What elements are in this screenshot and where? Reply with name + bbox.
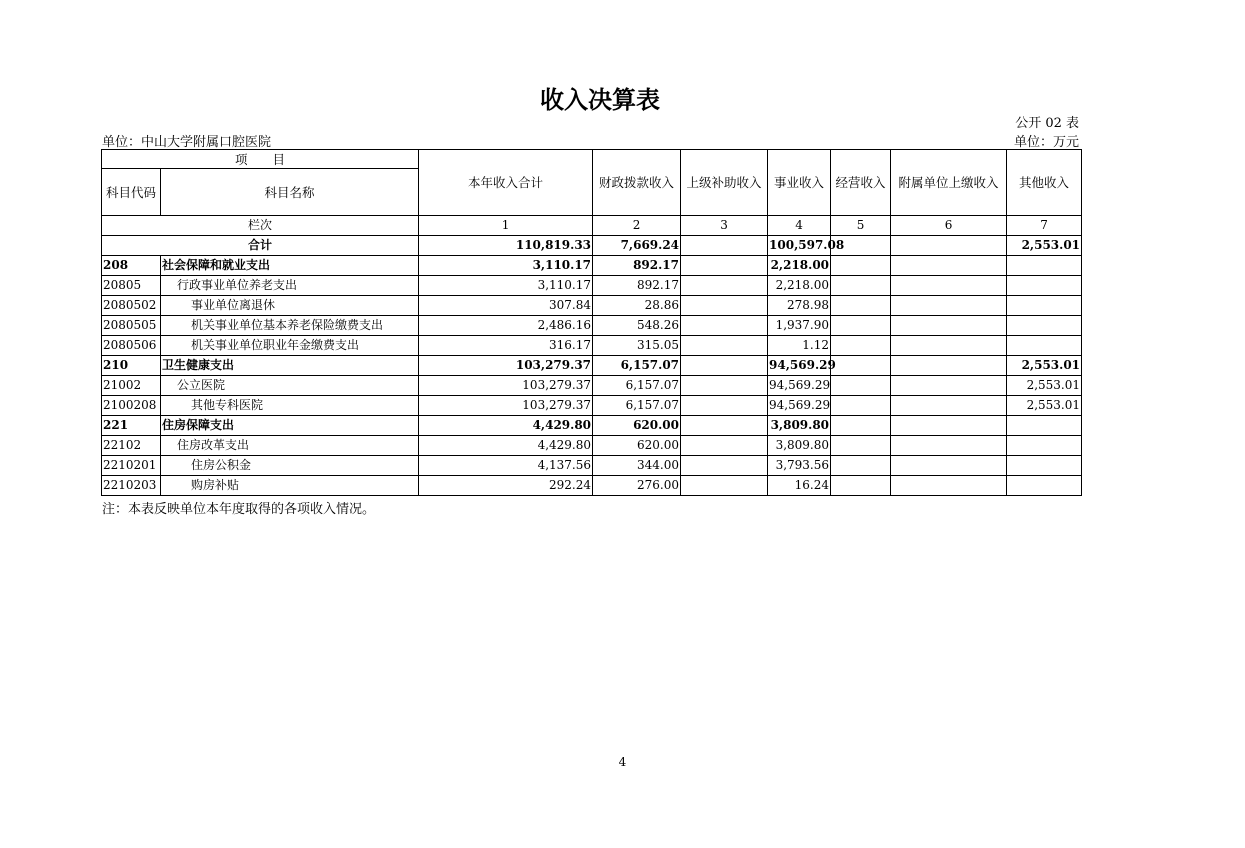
row-total: 4,137.56 (419, 456, 593, 476)
row-name: 住房公积金 (161, 456, 419, 476)
row-business: 94,569.29 (768, 396, 831, 416)
row-operating (831, 336, 891, 356)
row-name: 事业单位离退休 (161, 296, 419, 316)
row-total: 2,486.16 (419, 316, 593, 336)
table-row (102, 256, 1082, 276)
row-superior (681, 316, 768, 336)
row-other: 2,553.01 (1007, 356, 1082, 376)
row-business: 16.24 (768, 476, 831, 496)
row-name: 购房补贴 (161, 476, 419, 496)
row-operating (831, 436, 891, 456)
table-row (102, 436, 1082, 456)
row-name: 机关事业单位基本养老保险缴费支出 (161, 316, 419, 336)
table-row (102, 316, 1082, 336)
row-business: 278.98 (768, 296, 831, 316)
row-name: 行政事业单位养老支出 (161, 276, 419, 296)
row-other (1007, 416, 1082, 436)
row-operating (831, 316, 891, 336)
row-fiscal: 28.86 (593, 296, 681, 316)
header-name: 科目名称 (161, 169, 419, 216)
col-num-1: 1 (419, 216, 593, 236)
form-number: 公开 02 表 (1015, 116, 1079, 131)
row-name: 住房保障支出 (161, 416, 419, 436)
row-business: 3,809.80 (768, 416, 831, 436)
row-superior (681, 256, 768, 276)
table-row (102, 456, 1082, 476)
row-code: 2080506 (102, 336, 161, 356)
row-superior (681, 396, 768, 416)
row-operating (831, 476, 891, 496)
total-row-business: 100,597.08 (768, 236, 831, 256)
col-num-2: 2 (593, 216, 681, 236)
row-operating (831, 376, 891, 396)
row-code: 20805 (102, 276, 161, 296)
row-code: 21002 (102, 376, 161, 396)
row-operating (831, 416, 891, 436)
row-affiliated (891, 396, 1007, 416)
row-superior (681, 416, 768, 436)
row-total: 316.17 (419, 336, 593, 356)
table-row (102, 396, 1082, 416)
header-code: 科目代码 (102, 169, 161, 216)
col-num-5: 5 (831, 216, 891, 236)
row-affiliated (891, 336, 1007, 356)
row-superior (681, 356, 768, 376)
row-fiscal: 6,157.07 (593, 396, 681, 416)
row-business: 3,809.80 (768, 436, 831, 456)
row-code: 2080502 (102, 296, 161, 316)
row-other: 2,553.01 (1007, 396, 1082, 416)
row-fiscal: 344.00 (593, 456, 681, 476)
row-fiscal: 6,157.07 (593, 356, 681, 376)
row-code: 221 (102, 416, 161, 436)
row-fiscal: 892.17 (593, 276, 681, 296)
row-superior (681, 456, 768, 476)
row-name: 机关事业单位职业年金缴费支出 (161, 336, 419, 356)
table-row (102, 416, 1082, 436)
total-row-total: 110,819.33 (419, 236, 593, 256)
row-total: 307.84 (419, 296, 593, 316)
row-other (1007, 336, 1082, 356)
row-name: 住房改革支出 (161, 436, 419, 456)
row-total: 103,279.37 (419, 396, 593, 416)
row-fiscal: 6,157.07 (593, 376, 681, 396)
row-superior (681, 376, 768, 396)
row-operating (831, 456, 891, 476)
row-other (1007, 276, 1082, 296)
row-other (1007, 256, 1082, 276)
row-superior (681, 276, 768, 296)
row-total: 292.24 (419, 476, 593, 496)
total-row-label: 合计 (102, 236, 419, 256)
row-business: 1.12 (768, 336, 831, 356)
table-row (102, 296, 1082, 316)
unit-organization: 单位：中山大学附属口腔医院 (102, 135, 272, 150)
total-row-superior (681, 236, 768, 256)
row-code: 2210201 (102, 456, 161, 476)
page-title: 收入决算表 (540, 86, 660, 114)
table-row (102, 336, 1082, 356)
total-row-fiscal: 7,669.24 (593, 236, 681, 256)
row-fiscal: 276.00 (593, 476, 681, 496)
row-code: 208 (102, 256, 161, 276)
column-row-label: 栏次 (102, 216, 419, 236)
income-table (101, 149, 1082, 496)
table-row (102, 376, 1082, 396)
row-operating (831, 276, 891, 296)
row-other (1007, 316, 1082, 336)
row-total: 103,279.37 (419, 376, 593, 396)
header-business: 事业收入 (768, 150, 831, 216)
unit-currency: 单位：万元 (1013, 135, 1079, 150)
row-code: 2100208 (102, 396, 161, 416)
row-operating (831, 396, 891, 416)
row-other (1007, 456, 1082, 476)
row-superior (681, 436, 768, 456)
row-affiliated (891, 276, 1007, 296)
row-total: 3,110.17 (419, 256, 593, 276)
header-superior: 上级补助收入 (681, 150, 768, 216)
row-total: 103,279.37 (419, 356, 593, 376)
row-superior (681, 336, 768, 356)
row-affiliated (891, 256, 1007, 276)
row-fiscal: 892.17 (593, 256, 681, 276)
row-other (1007, 476, 1082, 496)
table-row (102, 476, 1082, 496)
row-total: 4,429.80 (419, 416, 593, 436)
page-number: 4 (618, 755, 627, 769)
col-num-6: 6 (891, 216, 1007, 236)
row-name: 社会保障和就业支出 (161, 256, 419, 276)
col-num-3: 3 (681, 216, 768, 236)
row-affiliated (891, 476, 1007, 496)
row-total: 3,110.17 (419, 276, 593, 296)
row-business: 1,937.90 (768, 316, 831, 336)
row-business: 2,218.00 (768, 256, 831, 276)
header-total: 本年收入合计 (419, 150, 593, 216)
row-operating (831, 296, 891, 316)
table-row (102, 276, 1082, 296)
row-affiliated (891, 316, 1007, 336)
row-other: 2,553.01 (1007, 376, 1082, 396)
row-code: 22102 (102, 436, 161, 456)
header-item: 项 目 (102, 150, 419, 169)
row-name: 其他专科医院 (161, 396, 419, 416)
table-note: 注：本表反映单位本年度取得的各项收入情况。 (102, 502, 376, 517)
row-superior (681, 476, 768, 496)
table-row (102, 356, 1082, 376)
total-row-other: 2,553.01 (1007, 236, 1082, 256)
row-operating (831, 356, 891, 376)
header-other: 其他收入 (1007, 150, 1082, 216)
total-row-affiliated (891, 236, 1007, 256)
row-fiscal: 315.05 (593, 336, 681, 356)
row-business: 3,793.56 (768, 456, 831, 476)
row-other (1007, 296, 1082, 316)
row-affiliated (891, 296, 1007, 316)
header-affiliated: 附属单位上缴收入 (891, 150, 1007, 216)
row-total: 4,429.80 (419, 436, 593, 456)
row-business: 2,218.00 (768, 276, 831, 296)
row-fiscal: 620.00 (593, 436, 681, 456)
row-code: 2080505 (102, 316, 161, 336)
row-name: 卫生健康支出 (161, 356, 419, 376)
row-affiliated (891, 376, 1007, 396)
col-num-4: 4 (768, 216, 831, 236)
row-affiliated (891, 456, 1007, 476)
row-fiscal: 620.00 (593, 416, 681, 436)
row-superior (681, 296, 768, 316)
row-code: 210 (102, 356, 161, 376)
col-num-7: 7 (1007, 216, 1082, 236)
row-affiliated (891, 436, 1007, 456)
row-other (1007, 436, 1082, 456)
row-operating (831, 256, 891, 276)
row-affiliated (891, 356, 1007, 376)
row-code: 2210203 (102, 476, 161, 496)
row-business: 94,569.29 (768, 376, 831, 396)
total-row (102, 236, 1082, 256)
row-fiscal: 548.26 (593, 316, 681, 336)
row-name: 公立医院 (161, 376, 419, 396)
row-business: 94,569.29 (768, 356, 831, 376)
header-fiscal: 财政拨款收入 (593, 150, 681, 216)
header-operating: 经营收入 (831, 150, 891, 216)
row-affiliated (891, 416, 1007, 436)
